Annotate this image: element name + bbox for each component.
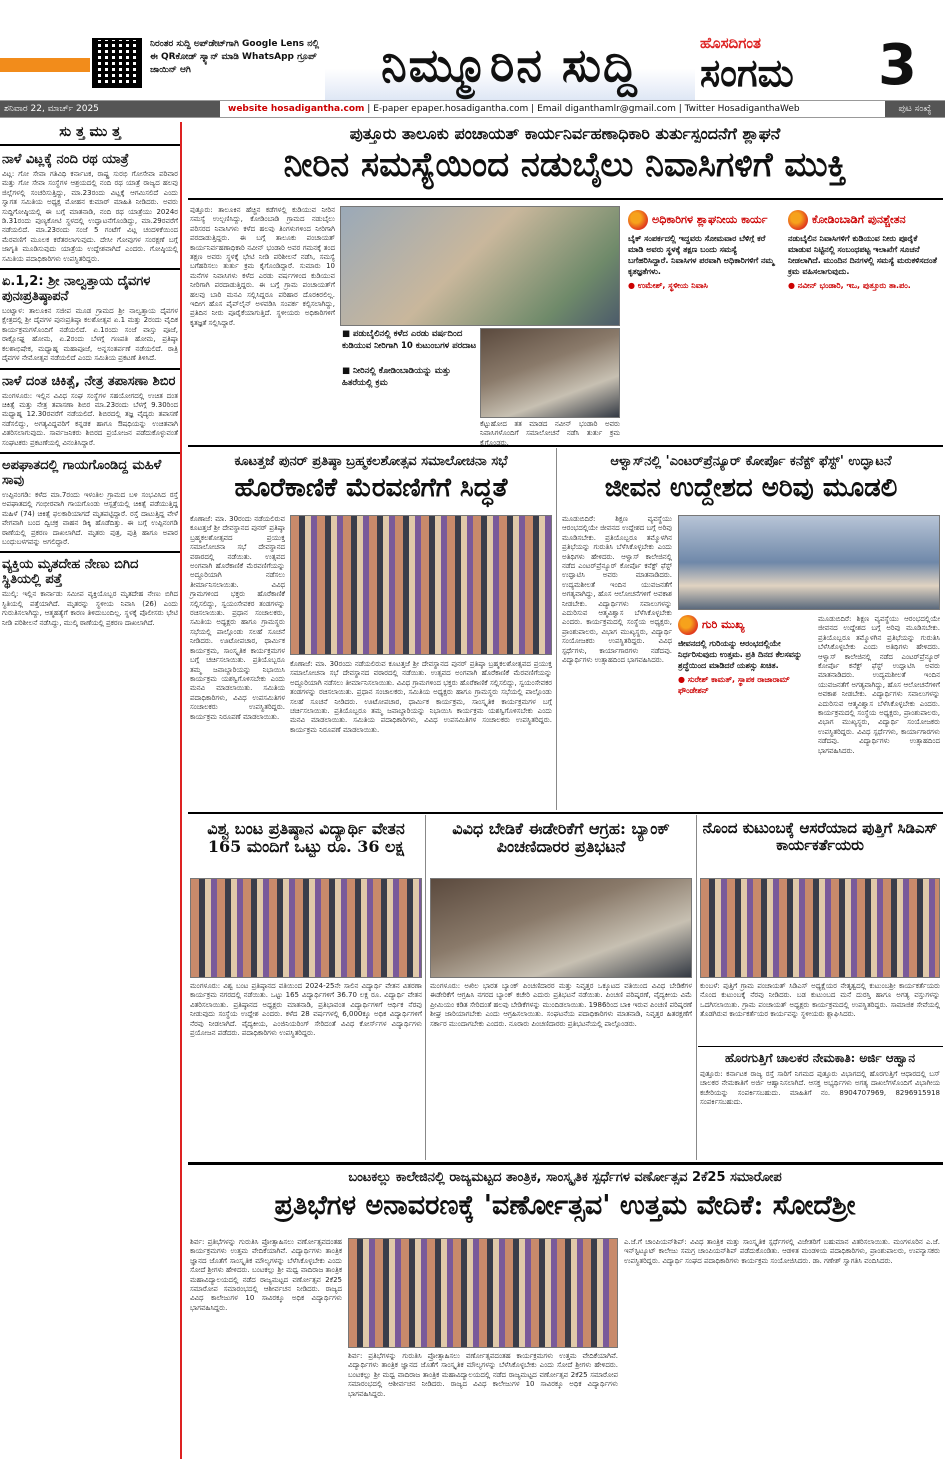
- column-divider: [696, 815, 697, 1160]
- divider: [188, 812, 943, 814]
- contact-links: website hosadigantha.com | E-paper epaper.hosadigantha.com | Email diganthamlr@gmail.com | Twitter HosadiganthaWeb: [228, 104, 800, 114]
- protest-photo: [430, 878, 692, 978]
- quote-blob-icon: [628, 210, 648, 230]
- quote-byline: ● ನವೀನ್ ಭಂಡಾರಿ, ಇಒ, ಪುತ್ತೂರು ತಾ.ಪಂ.: [788, 281, 911, 290]
- qr-code-icon[interactable]: [92, 38, 142, 88]
- quote-box-3: [678, 615, 813, 696]
- email-link[interactable]: Email diganthamlr@gmail.com: [537, 104, 676, 114]
- story8-body-left: ಶಿರ್ವ: ಪ್ರತಿಭೆಗಳನ್ನು ಗುರುತಿಸಿ ಪ್ರೋತ್ಸಾಹಿಸಲು ವರ್ಣೋತ್ಸವದಂತಹ ಕಾರ್ಯಕ್ರಮಗಳು ಉತ್ತಮ ವೇದಿಕೆಯಾಗಿವೆ. ವಿದ್ಯಾರ್ಥಿಗಳು ತಾಂತ್ರಿಕ ಜ್ಞಾನದ ಜೊತೆಗೆ ಸಾಂಸ್ಕೃತಿಕ ಮೌಲ್ಯಗಳನ್ನು ಬೆಳೆಸಿಕೊಳ್ಳಬೇಕು ಎಂದು ಸೋದೆ ಶ್ರೀಗಳು ಹೇಳಿದರು. ಬಂಟಕಲ್ಲು ಶ್ರೀ ಮಧ್ವ ವಾದಿರಾಜ ತಾಂತ್ರಿಕ ಮಹಾವಿದ್ಯಾಲಯದಲ್ಲಿ ನಡೆದ ರಾಜ್ಯಮಟ್ಟದ ವರ್ಣೋತ್ಸವ 2ಕೆ25 ಸಮಾರೋಪ ಸಮಾರಂಭದಲ್ಲಿ ಆಶೀರ್ವಚನ ನೀಡಿದರು. ರಾಜ್ಯದ ವಿವಿಧ ಕಾಲೇಜುಗಳ 10 ಸಾವಿರಕ್ಕೂ ಅಧಿಕ ವಿದ್ಯಾರ್ಥಿಗಳು ಭಾಗವಹಿಸಿದ್ದರು.: [190, 1238, 342, 1312]
- story4-body: ಮಂಗಳೂರು: ವಿಶ್ವ ಬಂಟ ಪ್ರತಿಷ್ಠಾನದ ವತಿಯಿಂದ 2024-25ನೇ ಸಾಲಿನ ವಿದ್ಯಾರ್ಥಿ ವೇತನ ವಿತರಣಾ ಕಾರ್ಯಕ್ರಮ ನಗರದಲ್ಲಿ ನಡೆಯಿತು. ಒಟ್ಟು 165 ವಿದ್ಯಾರ್ಥಿಗಳಿಗೆ 36.70 ಲಕ್ಷ ರೂ. ವಿದ್ಯಾರ್ಥಿ ವೇತನ ವಿತರಿಸಲಾಯಿತು. ಪ್ರತಿಷ್ಠಾನದ ಅಧ್ಯಕ್ಷರು ಮಾತನಾಡಿ, ಪ್ರತಿಭಾವಂತ ವಿದ್ಯಾರ್ಥಿಗಳಿಗೆ ಆರ್ಥಿಕ ನೆರವು ನೀಡುವುದು ಸಂಸ್ಥೆಯ ಉದ್ದೇಶ ಎಂದರು. ಕಳೆದ 28 ವರ್ಷಗಳಲ್ಲಿ 6,000ಕ್ಕೂ ಅಧಿಕ ವಿದ್ಯಾರ್ಥಿಗಳಿಗೆ ನೆರವು ನೀಡಲಾಗಿದೆ. ವೈದ್ಯಕೀಯ, ಎಂಜಿನಿಯರಿಂಗ್ ಸೇರಿದಂತೆ ವಿವಿಧ ಕೋರ್ಸ್‌ಗಳ ವಿದ್ಯಾರ್ಥಿಗಳು ಪ್ರಯೋಜನ ಪಡೆದರು. ಪದಾಧಿಕಾರಿಗಳು ಉಪಸ್ಥಿತರಿದ್ದರು.: [190, 982, 422, 1038]
- story2-body-col1: ಕೊಣಾಜೆ: ಮಾ. 30ರಂದು ನಡೆಯಲಿರುವ ಕೂಟತ್ತಜೆ ಶ್ರೀ ದೇವಸ್ಥಾನದ ಪುನರ್ ಪ್ರತಿಷ್ಠಾ ಬ್ರಹ್ಮಕಲಶೋತ್ಸವದ ಪ್ರಯುಕ್ತ ಸಮಾಲೋಚನಾ ಸಭೆ ದೇವಸ್ಥಾನದ ವಠಾರದಲ್ಲಿ ನಡೆಯಿತು. ಉತ್ಸವದ ಅಂಗವಾಗಿ ಹೊರೆಕಾಣಿಕೆ ಮೆರವಣಿಗೆಯನ್ನು ಅದ್ದೂರಿಯಾಗಿ ನಡೆಸಲು ತೀರ್ಮಾನಿಸಲಾಯಿತು. ವಿವಿಧ ಗ್ರಾಮಗಳಿಂದ ಭಕ್ತರು ಹೊರೆಕಾಣಿಕೆ ಸಲ್ಲಿಸಲಿದ್ದು, ಸ್ವಯಂಸೇವಕರ ತಂಡಗಳನ್ನು ರಚಿಸಲಾಯಿತು. ಪ್ರಧಾನ ಸಂಚಾಲಕರು, ಸಮಿತಿಯ ಅಧ್ಯಕ್ಷರು ಹಾಗೂ ಗ್ರಾಮಸ್ಥರು ಸಭೆಯಲ್ಲಿ ಪಾಲ್ಗೊಂಡು ಸಲಹೆ ಸೂಚನೆ ನೀಡಿದರು. ಊಟೋಪಚಾರ, ಧಾರ್ಮಿಕ ಕಾರ್ಯಕ್ರಮ, ಸಾಂಸ್ಕೃತಿಕ ಕಾರ್ಯಕ್ರಮಗಳ ಬಗ್ಗೆ ಚರ್ಚಿಸಲಾಯಿತು. ಪ್ರತಿಯೊಬ್ಬರೂ ತಮ್ಮ ಜವಾಬ್ದಾರಿಯನ್ನು ನಿಭಾಯಿಸಿ ಕಾರ್ಯಕ್ರಮ ಯಶಸ್ವಿಗೊಳಿಸಬೇಕು ಎಂದು ಮನವಿ ಮಾಡಲಾಯಿತು. ಸಮಿತಿಯ ಪದಾಧಿಕಾರಿಗಳು, ವಿವಿಧ ಉಪಸಮಿತಿಗಳ ಸಂಚಾಲಕರು ಉಪಸ್ಥಿತರಿದ್ದರು. ಕಾರ್ಯಕ್ರಮ ನಿರೂಪಣೆ ಮಾಡಲಾಯಿತು.: [190, 515, 285, 721]
- photo-note: ಕೆಟ್ಟುಹೋದ ತತ ಮಾಡದ ನವೀನ್ ಭಂಡಾರಿ ಅವರು ನಿವಾಸಿಗಳೊಂದಿಗೆ ಸಮಾಲೋಚನೆ ನಡೆಸಿ ತುರ್ತು ಕ್ರಮ ಕೈಗೊಂಡರು.: [480, 420, 620, 447]
- quote-title: ಕೋಡಿಂಬಾಡಿಗೆ ಪುನಶ್ಚೇತನ: [788, 210, 938, 230]
- column-brand: ಸು ತ್ತ ಮು ತ್ತ: [0, 124, 180, 146]
- divider: [188, 445, 943, 447]
- quote-box-1: [628, 210, 778, 291]
- story5-body: ಮಂಗಳೂರು: ಅಖಿಲ ಭಾರತ ಬ್ಯಾಂಕ್ ಪಿಂಚಣಿದಾರರ ಮತ್ತು ನಿವೃತ್ತರ ಒಕ್ಕೂಟದ ವತಿಯಿಂದ ವಿವಿಧ ಬೇಡಿಕೆಗಳ ಈಡೇರಿಕೆಗೆ ಆಗ್ರಹಿಸಿ ನಗರದ ಬ್ಯಾಂಕ್ ಕಚೇರಿ ಎದುರು ಪ್ರತಿಭಟನೆ ನಡೆಯಿತು. ಪಿಂಚಣಿ ಪರಿಷ್ಕರಣೆ, ವೈದ್ಯಕೀಯ ವಿಮೆ ಪ್ರೀಮಿಯಂ ಕಡಿತ ಸೇರಿದಂತೆ ಹಲವು ಬೇಡಿಕೆಗಳನ್ನು ಮುಂದಿಡಲಾಯಿತು. 1986ರಿಂದ ಬಾಕಿ ಇರುವ ಪಿಂಚಣಿ ಪರಿಷ್ಕರಣೆ ಶೀಘ್ರ ಜಾರಿಯಾಗಬೇಕು ಎಂದು ಆಗ್ರಹಿಸಲಾಯಿತು. ಸಂಘಟನೆಯ ಪದಾಧಿಕಾರಿಗಳು ಮಾತನಾಡಿ, ನಿವೃತ್ತರ ಹಿತರಕ್ಷಣೆಗೆ ಸರ್ಕಾರ ಮುಂದಾಗಬೇಕು ಎಂದರು. ನೂರಾರು ಪಿಂಚಣಿದಾರರು ಪ್ರತಿಭಟನೆಯಲ್ಲಿ ಪಾಲ್ಗೊಂಡರು.: [430, 982, 692, 1028]
- water-issue-photo: [340, 206, 620, 326]
- brief-headline[interactable]: ಅಪಘಾತದಲ್ಲಿ ಗಾಯಗೊಂಡಿದ್ದ ಮಹಿಳೆ ಸಾವು: [2, 457, 162, 488]
- brief-headline[interactable]: ನಾಳೆ ದಂತ ಚಿಕಿತ್ಸೆ, ನೇತ್ರ ತಪಾಸಣಾ ಶಿಬಿರ: [2, 373, 176, 389]
- story2-body-col2: ಕೊಣಾಜೆ: ಮಾ. 30ರಂದು ನಡೆಯಲಿರುವ ಕೂಟತ್ತಜೆ ಶ್ರೀ ದೇವಸ್ಥಾನದ ಪುನರ್ ಪ್ರತಿಷ್ಠಾ ಬ್ರಹ್ಮಕಲಶೋತ್ಸವದ ಪ್ರಯುಕ್ತ ಸಮಾಲೋಚನಾ ಸಭೆ ದೇವಸ್ಥಾನದ ವಠಾರದಲ್ಲಿ ನಡೆಯಿತು. ಉತ್ಸವದ ಅಂಗವಾಗಿ ಹೊರೆಕಾಣಿಕೆ ಮೆರವಣಿಗೆಯನ್ನು ಅದ್ದೂರಿಯಾಗಿ ನಡೆಸಲು ತೀರ್ಮಾನಿಸಲಾಯಿತು. ವಿವಿಧ ಗ್ರಾಮಗಳಿಂದ ಭಕ್ತರು ಹೊರೆಕಾಣಿಕೆ ಸಲ್ಲಿಸಲಿದ್ದು, ಸ್ವಯಂಸೇವಕರ ತಂಡಗಳನ್ನು ರಚಿಸಲಾಯಿತು. ಪ್ರಧಾನ ಸಂಚಾಲಕರು, ಸಮಿತಿಯ ಅಧ್ಯಕ್ಷರು ಹಾಗೂ ಗ್ರಾಮಸ್ಥರು ಸಭೆಯಲ್ಲಿ ಪಾಲ್ಗೊಂಡು ಸಲಹೆ ಸೂಚನೆ ನೀಡಿದರು. ಊಟೋಪಚಾರ, ಧಾರ್ಮಿಕ ಕಾರ್ಯಕ್ರಮ, ಸಾಂಸ್ಕೃತಿಕ ಕಾರ್ಯಕ್ರಮಗಳ ಬಗ್ಗೆ ಚರ್ಚಿಸಲಾಯಿತು. ಪ್ರತಿಯೊಬ್ಬರೂ ತಮ್ಮ ಜವಾಬ್ದಾರಿಯನ್ನು ನಿಭಾಯಿಸಿ ಕಾರ್ಯಕ್ರಮ ಯಶಸ್ವಿಗೊಳಿಸಬೇಕು ಎಂದು ಮನವಿ ಮಾಡಲಾಯಿತು. ಸಮಿತಿಯ ಪದಾಧಿಕಾರಿಗಳು, ವಿವಿಧ ಉಪಸಮಿತಿಗಳ ಸಂಚಾಲಕರು ಉಪಸ್ಥಿತರಿದ್ದರು. ಕಾರ್ಯಕ್ರಮ ನಿರೂಪಣೆ ಮಾಡಲಾಯಿತು.: [290, 660, 552, 734]
- divider: [0, 368, 180, 370]
- photo-caption: ■ ನೀರಿನಲ್ಲಿ ಕೋಡಿಂಬಾಡಿಯನ್ನು ಮತ್ತು ಹಿತರೆಯಲ್ಲಿ ಕ್ರಮ: [342, 366, 451, 388]
- column-divider: [425, 815, 426, 1160]
- brief-headline[interactable]: ನಾಳೆ ವಿಟ್ಲಕ್ಕೆ ನಂದಿ ರಥ ಯಾತ್ರೆ: [2, 152, 129, 167]
- brief-body: ಮುಲ್ಕಿ: ಇಲ್ಲಿನ ಕಾರ್ನಾಡು ಸಮೀಪ ವ್ಯಕ್ತಿಯೊಬ್ಬರ ಮೃತದೇಹ ನೇಣು ಬಿಗಿದ ಸ್ಥಿತಿಯಲ್ಲಿ ಪತ್ತೆಯಾಗಿದೆ. ಮೃತರನ್ನು ಸ್ಥಳೀಯ ನಿವಾಸಿ (26) ಎಂದು ಗುರುತಿಸಲಾಗಿದ್ದು, ಆತ್ಮಹತ್ಯೆಗೆ ಕಾರಣ ತಿಳಿದುಬಂದಿಲ್ಲ. ಸ್ಥಳಕ್ಕೆ ಪೊಲೀಸರು ಭೇಟಿ ನೀಡಿ ಪರಿಶೀಲನೆ ನಡೆಸಿದ್ದು, ಮುಲ್ಕಿ ಠಾಣೆಯಲ್ಲಿ ಪ್ರಕರಣ ದಾಖಲಾಗಿದೆ.: [2, 590, 178, 627]
- quote-body: ಜೀವನದಲ್ಲಿ ಗುರಿಯನ್ನು ಆರಂಭದಲ್ಲಿಯೇ ನಿರ್ಧರಿಸುವುದು ಉತ್ತಮ. ಪ್ರತಿ ದಿನದ ಕೆಲಸವನ್ನು ಶ್ರದ್ಧೆಯಿಂದ ಮಾಡಿದರೆ ಯಶಸ್ಸು ಖಚಿತ.: [678, 639, 802, 670]
- quote-blob-icon: [678, 615, 698, 635]
- website-link[interactable]: website hosadigantha.com: [228, 104, 365, 114]
- story8-body-mid: ಶಿರ್ವ: ಪ್ರತಿಭೆಗಳನ್ನು ಗುರುತಿಸಿ ಪ್ರೋತ್ಸಾಹಿಸಲು ವರ್ಣೋತ್ಸವದಂತಹ ಕಾರ್ಯಕ್ರಮಗಳು ಉತ್ತಮ ವೇದಿಕೆಯಾಗಿವೆ. ವಿದ್ಯಾರ್ಥಿಗಳು ತಾಂತ್ರಿಕ ಜ್ಞಾನದ ಜೊತೆಗೆ ಸಾಂಸ್ಕೃತಿಕ ಮೌಲ್ಯಗಳನ್ನು ಬೆಳೆಸಿಕೊಳ್ಳಬೇಕು ಎಂದು ಸೋದೆ ಶ್ರೀಗಳು ಹೇಳಿದರು. ಬಂಟಕಲ್ಲು ಶ್ರೀ ಮಧ್ವ ವಾದಿರಾಜ ತಾಂತ್ರಿಕ ಮಹಾವಿದ್ಯಾಲಯದಲ್ಲಿ ನಡೆದ ರಾಜ್ಯಮಟ್ಟದ ವರ್ಣೋತ್ಸವ 2ಕೆ25 ಸಮಾರೋಪ ಸಮಾರಂಭದಲ್ಲಿ ಆಶೀರ್ವಚನ ನೀಡಿದರು. ರಾಜ್ಯದ ವಿವಿಧ ಕಾಲೇಜುಗಳ 10 ಸಾವಿರಕ್ಕೂ ಅಧಿಕ ವಿದ್ಯಾರ್ಥಿಗಳು ಭಾಗವಹಿಸಿದ್ದರು.: [348, 1352, 618, 1398]
- top-story-headline[interactable]: ನೀರಿನ ಸಮಸ್ಯೆಯಿಂದ ನಡುಬೈಲು ನಿವಾಸಿಗಳಿಗೆ ಮುಕ್ತಿ: [283, 145, 847, 185]
- qr-instructions: ನಿರಂತರ ಸುದ್ದಿ ಅಪ್‌ಡೇಟ್‌ಗಾಗಿ Google Lens ನಲ್ಲಿ ಈ QRಕೋಡ್ ಸ್ಕ್ಯಾನ್ ಮಾಡಿ WhatsApp ಗ್ರೂಪ್ ಜಾಯಿನ್ ಆಗಿ: [150, 39, 320, 75]
- brief-body: ವಿಟ್ಲ: ಗೋ ಸೇವಾ ಗತಿವಿಧಿ ಕರ್ನಾಟಕ, ರಾಷ್ಟ್ರ ಸುರಭಿ ಗೋಸೇವಾ ಪರಿವಾರ ಮತ್ತು ಗೋ ಸೇವಾ ಸಂಸ್ಥೆಗಳ ಆಶ್ರಯದಲ್ಲಿ ನಂದಿ ರಥ ಯಾತ್ರೆ ರಾಜ್ಯದ ಹಲವು ಜಿಲ್ಲೆಗಳಲ್ಲಿ ಸಂಚರಿಸುತ್ತಿದ್ದು, ಮಾ.23ರಂದು ವಿಟ್ಲಕ್ಕೆ ಆಗಮಿಸಲಿದೆ ಎಂದು ಸ್ವಾಗತ ಸಮಿತಿಯ ಅಧ್ಯಕ್ಷ ಮೋಹನ ಕುಮಾರ್ ಮಾಹಿತಿ ನೀಡಿದರು. ಅವರು ಸುದ್ದಿಗೋಷ್ಠಿಯಲ್ಲಿ ಈ ಬಗ್ಗೆ ಮಾತನಾಡಿ, ನಂದಿ ರಥ ಯಾತ್ರೆಯು 2024ರ ಡಿ.31ರಂದು ಪುಣ್ಯಕೋಟಿ ಸ್ಥಳದಲ್ಲಿ ಉದ್ಘಾಟನೆಗೊಂಡಿದ್ದು, ಮಾ.29ರವರೆಗೆ ನಡೆಯಲಿದೆ. ಮಾ.23ರಂದು ಸಂಜೆ 5 ಗಂಟೆಗೆ ವಿಟ್ಲ ಚಂದಳಿಕೆಯಿಂದ ಮೆರವಣಿಗೆ ಮೂಲಕ ಕರೆತರಲಾಗುವುದು. ದೇಸೀ ಗೋವುಗಳ ಸಂರಕ್ಷಣೆ ಬಗ್ಗೆ ಜಾಗೃತಿ ಮೂಡಿಸುವುದು ಯಾತ್ರೆಯ ಉದ್ದೇಶವಾಗಿದೆ ಎಂದರು. ಗೋಷ್ಠಿಯಲ್ಲಿ ಸಮಿತಿಯ ಪದಾಧಿಕಾರಿಗಳು ಉಪಸ್ಥಿತರಿದ್ದರು.: [2, 170, 178, 263]
- brand-name: ಸಂಗಮ: [700, 50, 794, 95]
- top-story-body-1: ಪುತ್ತೂರು: ತಾಲೂಕಿನ ಹೆಚ್ಚಿನ ಕಡೆಗಳಲ್ಲಿ ಕುಡಿಯುವ ನೀರಿನ ಸಮಸ್ಯೆ ಉಲ್ಬಣಿಸಿದ್ದು, ಕೋಡಿಂಬಾಡಿ ಗ್ರಾಮದ ನಡುಬೈಲು ಪರಿಸರದ ನಿವಾಸಿಗಳು ಕಳೆದ ಹಲವು ತಿಂಗಳುಗಳಿಂದ ನೀರಿಗಾಗಿ ಪರದಾಡುತ್ತಿದ್ದರು. ಈ ಬಗ್ಗೆ ತಾಲೂಕು ಪಂಚಾಯತ್ ಕಾರ್ಯನಿರ್ವಹಣಾಧಿಕಾರಿ ನವೀನ್ ಭಂಡಾರಿ ಅವರ ಗಮನಕ್ಕೆ ತಂದ ತಕ್ಷಣ ಅವರು ಸ್ಥಳಕ್ಕೆ ಭೇಟಿ ನೀಡಿ ಪರಿಶೀಲನೆ ನಡೆಸಿ, ಸಮಸ್ಯೆ ಬಗೆಹರಿಸಲು ತುರ್ತು ಕ್ರಮ ಕೈಗೊಂಡಿದ್ದಾರೆ. ಸುಮಾರು 10 ಮನೆಗಳ ನಿವಾಸಿಗಳು ಕಳೆದ ಎರಡು ವರ್ಷಗಳಿಂದ ಕುಡಿಯುವ ನೀರಿಗಾಗಿ ಪರದಾಡುತ್ತಿದ್ದರು. ಈ ಬಗ್ಗೆ ಗ್ರಾಮ ಪಂಚಾಯತ್‌ಗೆ ಹಲವು ಬಾರಿ ಮನವಿ ಸಲ್ಲಿಸಿದ್ದರೂ ಪರಿಹಾರ ದೊರಕಿರಲಿಲ್ಲ. ಇದೀಗ ಹೊಸ ಪೈಪ್‌ಲೈನ್ ಅಳವಡಿಸಿ ಸಂಪರ್ಕ ಕಲ್ಪಿಸಲಾಗಿದ್ದು, ಪ್ರತಿದಿನ ನೀರು ಪೂರೈಕೆಯಾಗುತ್ತಿದೆ. ಸ್ಥಳೀಯರು ಅಧಿಕಾರಿಗಳಿಗೆ ಕೃತಜ್ಞತೆ ಸಲ್ಲಿಸಿದ್ದಾರೆ.: [190, 206, 335, 327]
- left-brief-column: [0, 122, 182, 1459]
- quote-body: ನಡುಬೈಲಿನ ನಿವಾಸಿಗಳಿಗೆ ಕುಡಿಯುವ ನೀರು ಪೂರೈಕೆ ಮಾಡುವ ನಿಟ್ಟಿನಲ್ಲಿ ಸಂಬಂಧಪಟ್ಟ ಇಲಾಖೆಗೆ ಸೂಚನೆ ನೀಡಲಾಗಿದೆ. ಮುಂದಿನ ದಿನಗಳಲ್ಲಿ ಸಮಸ್ಯೆ ಮರುಕಳಿಸದಂತೆ ಕ್ರಮ ವಹಿಸಲಾಗುವುದು.: [788, 234, 937, 276]
- quote-byline: ● ಸುರೇಶ್ ಕಾಮತ್, ಸ್ಥಾಪಕ ರಾಜಾರಾಮ್ ಫೌಂಡೇಶನ್: [678, 675, 790, 695]
- brand-logo-text: ಹೊಸದಿಗಂತ: [700, 34, 761, 52]
- brief-body: ಮಂಗಳೂರು: ಇಲ್ಲಿನ ವಿವಿಧ ಸಂಘ ಸಂಸ್ಥೆಗಳ ಸಹಯೋಗದಲ್ಲಿ ಉಚಿತ ದಂತ ಚಿಕಿತ್ಸೆ ಮತ್ತು ನೇತ್ರ ತಪಾಸಣಾ ಶಿಬಿರ ಮಾ.23ರಂದು ಬೆಳಗ್ಗೆ 9.30ರಿಂದ ಮಧ್ಯಾಹ್ನ 12.30ರವರೆಗೆ ನಡೆಯಲಿದೆ. ಶಿಬಿರದಲ್ಲಿ ತಜ್ಞ ವೈದ್ಯರು ತಪಾಸಣೆ ನಡೆಸಲಿದ್ದು, ಅಗತ್ಯವಿದ್ದವರಿಗೆ ಕನ್ನಡಕ ಹಾಗೂ ಔಷಧಿಯನ್ನು ಉಚಿತವಾಗಿ ವಿತರಿಸಲಾಗುವುದು. ಸಾರ್ವಜನಿಕರು ಶಿಬಿರದ ಪ್ರಯೋಜನ ಪಡೆದುಕೊಳ್ಳುವಂತೆ ಸಂಘಟಕರು ಪ್ರಕಟಣೆಯಲ್ಲಿ ವಿನಂತಿಸಿದ್ದಾರೆ.: [2, 391, 178, 447]
- brief-body: ಉಪ್ಪಿನಂಗಡಿ: ಕಳೆದ ಮಾ.7ರಂದು ಇಳಂತಿಲ ಗ್ರಾಮದ ಬಳಿ ಸಂಭವಿಸಿದ ರಸ್ತೆ ಅಪಘಾತದಲ್ಲಿ ಗಂಭೀರವಾಗಿ ಗಾಯಗೊಂಡು ಆಸ್ಪತ್ರೆಯಲ್ಲಿ ಚಿಕಿತ್ಸೆ ಪಡೆಯುತ್ತಿದ್ದ ಮಹಿಳೆ (74) ಚಿಕಿತ್ಸೆ ಫಲಕಾರಿಯಾಗದೆ ಮೃತಪಟ್ಟಿದ್ದಾರೆ. ರಸ್ತೆ ದಾಟುತ್ತಿದ್ದ ವೇಳೆ ವೇಗವಾಗಿ ಬಂದ ದ್ವಿಚಕ್ರ ವಾಹನ ಡಿಕ್ಕಿ ಹೊಡೆದಿತ್ತು. ಈ ಬಗ್ಗೆ ಉಪ್ಪಿನಂಗಡಿ ಠಾಣೆಯಲ್ಲಿ ಪ್ರಕರಣ ದಾಖಲಾಗಿದೆ. ಮೃತರು ಪುತ್ರ, ಪುತ್ರಿ ಹಾಗೂ ಅಪಾರ ಬಂಧುಬಳಗವನ್ನು ಅಗಲಿದ್ದಾರೆ.: [2, 490, 178, 546]
- divider: [0, 551, 180, 553]
- story3-headline[interactable]: ಜೀವನ ಉದ್ದೇಶದ ಅರಿವು ಮೂಡಲಿ: [604, 473, 898, 503]
- pipeline-photo: [480, 328, 620, 418]
- column-divider: [556, 448, 557, 810]
- brief-headline[interactable]: ವ್ಯಕ್ತಿಯ ಮೃತದೇಹ ನೇಣು ಬಿಗಿದ ಸ್ಥಿತಿಯಲ್ಲಿ ಪತ್ತೆ: [2, 557, 139, 588]
- story4-headline[interactable]: ವಿಶ್ವ ಬಂಟ ಪ್ರತಿಷ್ಠಾನ ವಿದ್ಯಾರ್ಥಿ ವೇತನ 165 ಮಂದಿಗೆ ಒಟ್ಟು ರೂ. 36 ಲಕ್ಷ: [207, 819, 405, 857]
- varnotsava-photo: [348, 1238, 618, 1348]
- epaper-link[interactable]: E-paper epaper.hosadigantha.com: [373, 104, 529, 114]
- scholarship-photo: [190, 878, 422, 978]
- quote-blob-icon: [788, 210, 808, 230]
- divider: [188, 198, 943, 200]
- cds-photo: [700, 878, 940, 978]
- quote-byline: ● ಉಮೇಶ್, ಸ್ಥಳೀಯ ನಿವಾಸಿ: [628, 281, 708, 290]
- quote-body: ಬೈಕ್ ಸಂಪರ್ಕದಲ್ಲಿ ಇದ್ದವರು ಸೋಮವಾರ ಬೆಳಿಗ್ಗೆ ಕರೆ ಮಾಡಿ ಅವರು ಸ್ಥಳಕ್ಕೆ ತಕ್ಷಣ ಬಂದು ಸಮಸ್ಯೆ ಬಗೆಹರಿಸಿದ್ದಾರೆ. ನಿವಾಸಿಗಳ ಪರವಾಗಿ ಅಧಿಕಾರಿಗಳಿಗೆ ನಮ್ಮ ಕೃತಜ್ಞತೆಗಳು.: [628, 234, 775, 276]
- photo-caption: ■ ಪಡುಬೈಲಿನಲ್ಲಿ ಕಳೆದ ಎರಡು ವರ್ಷದಿಂದ ಕುಡಿಯುವ ನೀರಿಗಾಗಿ 10 ಕುಟುಂಬಗಳ ಪರದಾಟ: [342, 329, 477, 351]
- twitter-link[interactable]: Twitter HosadiganthaWeb: [684, 104, 800, 114]
- quote-title: ಅಧಿಕಾರಿಗಳ ಶ್ಲಾಘನೀಯ ಕಾರ್ಯ: [628, 210, 778, 230]
- story7-body: ಪುತ್ತೂರು: ಕರ್ನಾಟಕ ರಾಜ್ಯ ರಸ್ತೆ ಸಾರಿಗೆ ನಿಗಮದ ಪುತ್ತೂರು ವಿಭಾಗದಲ್ಲಿ ಹೊರಗುತ್ತಿಗೆ ಆಧಾರದಲ್ಲಿ ಬಸ್ ಚಾಲಕರ ನೇಮಕಾತಿಗೆ ಅರ್ಜಿ ಆಹ್ವಾನಿಸಲಾಗಿದೆ. ಆಸಕ್ತ ಅಭ್ಯರ್ಥಿಗಳು ಅಗತ್ಯ ದಾಖಲೆಗಳೊಂದಿಗೆ ವಿಭಾಗೀಯ ಕಚೇರಿಯನ್ನು ಸಂಪರ್ಕಿಸಬಹುದು. ಮಾಹಿತಿಗೆ ನಂ. 8904707969, 8296915918 ಸಂಪರ್ಕಿಸಬಹುದು.: [700, 1070, 940, 1107]
- story3-kicker: ಆಳ್ವಾಸ್‌ನಲ್ಲಿ 'ಎಂಟರ್‌ಪ್ರೆನ್ಯೂರ್ ಕೋರ್ಪೊ ಕನೆಕ್ಟ್ ಫೆಸ್ಟ್' ಉದ್ಘಾಟನೆ: [610, 454, 892, 469]
- divider: [0, 268, 180, 270]
- story2-kicker: ಕೂಟತ್ತಜೆ ಪುನರ್ ಪ್ರತಿಷ್ಠಾ ಬ್ರಹ್ಮಕಲಶೋತ್ಸವ ಸಮಾಲೋಚನಾ ಸಭೆ: [234, 454, 508, 469]
- story7-headline[interactable]: ಹೊರಗುತ್ತಿಗೆ ಚಾಲಕರ ನೇಮಕಾತಿ: ಅರ್ಜಿ ಆಹ್ವಾನ: [724, 1051, 916, 1065]
- top-story-kicker: ಪುತ್ತೂರು ತಾಲೂಕು ಪಂಚಾಯತ್ ಕಾರ್ಯನಿರ್ವಹಣಾಧಿಕಾರಿ ತುರ್ತುಸ್ಪಂದನೆಗೆ ಶ್ಲಾಘನೆ: [349, 124, 781, 143]
- page-number: 3: [878, 33, 917, 98]
- story8-body-right: ಎ.ಜೆ.ಗೆ ಚಾಂಪಿಯನ್‌ಶಿಪ್: ವಿವಿಧ ತಾಂತ್ರಿಕ ಮತ್ತು ಸಾಂಸ್ಕೃತಿಕ ಸ್ಪರ್ಧೆಗಳಲ್ಲಿ ವಿಜೇತರಿಗೆ ಬಹುಮಾನ ವಿತರಿಸಲಾಯಿತು. ಮಂಗಳೂರಿನ ಎ.ಜೆ. ಇನ್‌ಸ್ಟಿಟ್ಯೂಟ್ ಕಾಲೇಜು ಸಮಗ್ರ ಚಾಂಪಿಯನ್‌ಶಿಪ್ ಪಡೆದುಕೊಂಡಿತು. ಆಡಳಿತ ಮಂಡಳಿಯ ಪದಾಧಿಕಾರಿಗಳು, ಪ್ರಾಂಶುಪಾಲರು, ಉಪನ್ಯಾಸಕರು ಉಪಸ್ಥಿತರಿದ್ದರು. ವಿದ್ಯಾರ್ಥಿ ಸಂಘದ ಪದಾಧಿಕಾರಿಗಳು ಕಾರ್ಯಕ್ರಮ ಸಂಯೋಜಿಸಿದರು. ಡಾ. ಗಣೇಶ್ ಸ್ವಾಗತಿಸಿ ವಂದಿಸಿದರು.: [624, 1238, 940, 1265]
- divider: [188, 1162, 943, 1165]
- fest-photo: [678, 515, 940, 610]
- story2-headline[interactable]: ಹೊರೆಕಾಣಿಕೆ ಮೆರವಣಿಗೆಗೆ ಸಿದ್ಧತೆ: [234, 473, 508, 503]
- page-label: ಪುಟ ಸಂಖ್ಯೆ: [885, 101, 945, 117]
- quote-title: ಗುರಿ ಮುಖ್ಯ: [678, 615, 813, 635]
- issue-date: ಶನಿವಾರ 22, ಮಾರ್ಚ್ 2025: [0, 101, 220, 117]
- info-bar: [0, 100, 945, 118]
- section-title: ನಿಮ್ಮೂರಿನ ಸುದ್ದಿ: [325, 30, 695, 100]
- masthead-color-bar: [0, 58, 90, 72]
- story8-kicker: ಬಂಟಕಲ್ಲು ಕಾಲೇಜಿನಲ್ಲಿ ರಾಜ್ಯಮಟ್ಟದ ತಾಂತ್ರಿಕ, ಸಾಂಸ್ಕೃತಿಕ ಸ್ಪರ್ಧೆಗಳ ವರ್ಣೋತ್ಸವ 2ಕೆ25 ಸಮಾರೋಪ: [348, 1170, 782, 1185]
- story5-headline[interactable]: ವಿವಿಧ ಬೇಡಿಕೆ ಈಡೇರಿಕೆಗೆ ಆಗ್ರಹ: ಬ್ಯಾಂಕ್ ಪಿಂಚಣಿದಾರರ ಪ್ರತಿಭಟನೆ: [452, 819, 670, 857]
- brief-body: ಬಂಟ್ವಾಳ: ತಾಲೂಕಿನ ಸಜೀಪ ಮೂಡ ಗ್ರಾಮದ ಶ್ರೀ ನಾಲ್ವತ್ತಾಯ ದೈವಗಳ ಕ್ಷೇತ್ರದಲ್ಲಿ ಶ್ರೀ ದೈವಗಳ ಪುನಃಪ್ರತಿಷ್ಠಾ ಕಲಶೋತ್ಸವ ಏ.1 ಮತ್ತು 2ರಂದು ವೈದಿಕ ಕಾರ್ಯಕ್ರಮಗಳೊಂದಿಗೆ ನಡೆಯಲಿದೆ. ಏ.1ರಂದು ಸಂಜೆ ವಾಸ್ತು ಪೂಜೆ, ರಾಕ್ಷೋಘ್ನ ಹೋಮ, ಏ.2ರಂದು ಬೆಳಗ್ಗೆ ಗಣಪತಿ ಹೋಮ, ಪ್ರತಿಷ್ಠಾ ಕಲಶಾಭಿಷೇಕ, ಮಧ್ಯಾಹ್ನ ಮಹಾಪೂಜೆ, ಅನ್ನಸಂತರ್ಪಣೆ ನಡೆಯಲಿದೆ. ರಾತ್ರಿ ದೈವಗಳ ನೇಮೋತ್ಸವ ನಡೆಯಲಿದೆ ಎಂದು ಸಮಿತಿಯ ಪ್ರಕಟಣೆ ತಿಳಿಸಿದೆ.: [2, 307, 178, 363]
- story6-headline[interactable]: ನೊಂದ ಕುಟುಂಬಕ್ಕೆ ಆಸರೆಯಾದ ಪುತ್ತಿಗೆ ಸಿಡಿಎಸ್ ಕಾರ್ಯಕರ್ತೆಯರು: [702, 819, 938, 855]
- meeting-photo: [290, 515, 552, 655]
- masthead: [0, 0, 945, 100]
- story3-body-col2: ಮೂಡುಬಿದಿರೆ: ಶಿಕ್ಷಣ ವ್ಯವಸ್ಥೆಯು ಆರಂಭದಲ್ಲಿಯೇ ಜೀವನದ ಉದ್ದೇಶದ ಬಗ್ಗೆ ಅರಿವು ಮೂಡಿಸಬೇಕು. ಪ್ರತಿಯೊಬ್ಬರೂ ತಮ್ಮೊಳಗಿನ ಪ್ರತಿಭೆಯನ್ನು ಗುರುತಿಸಿ ಬೆಳೆಸಿಕೊಳ್ಳಬೇಕು ಎಂದು ಅತಿಥಿಗಳು ಹೇಳಿದರು. ಆಳ್ವಾಸ್ ಕಾಲೇಜಿನಲ್ಲಿ ನಡೆದ ಎಂಟರ್‌ಪ್ರೆನ್ಯೂರ್ ಕೋರ್ಪೊ ಕನೆಕ್ಟ್ ಫೆಸ್ಟ್ ಉದ್ಘಾಟಿಸಿ ಅವರು ಮಾತನಾಡಿದರು. ಉದ್ಯಮಶೀಲತೆ ಇಂದಿನ ಯುವಜನತೆಗೆ ಅಗತ್ಯವಾಗಿದ್ದು, ಹೊಸ ಆಲೋಚನೆಗಳಿಗೆ ಅವಕಾಶ ನೀಡಬೇಕು. ವಿದ್ಯಾರ್ಥಿಗಳು ಸವಾಲುಗಳನ್ನು ಎದುರಿಸುವ ಆತ್ಮವಿಶ್ವಾಸ ಬೆಳೆಸಿಕೊಳ್ಳಬೇಕು ಎಂದರು. ಕಾರ್ಯಕ್ರಮದಲ್ಲಿ ಸಂಸ್ಥೆಯ ಅಧ್ಯಕ್ಷರು, ಪ್ರಾಂಶುಪಾಲರು, ವಿಭಾಗ ಮುಖ್ಯಸ್ಥರು, ವಿದ್ಯಾರ್ಥಿ ಸಂಯೋಜಕರು ಉಪಸ್ಥಿತರಿದ್ದರು. ವಿವಿಧ ಸ್ಪರ್ಧೆಗಳು, ಕಾರ್ಯಾಗಾರಗಳು ನಡೆದವು. ವಿದ್ಯಾರ್ಥಿಗಳು ಉತ್ಸಾಹದಿಂದ ಭಾಗವಹಿಸಿದರು.: [818, 615, 940, 755]
- story8-headline[interactable]: ಪ್ರತಿಭೆಗಳ ಅನಾವರಣಕ್ಕೆ 'ವರ್ಣೋತ್ಸವ' ಉತ್ತಮ ವೇದಿಕೆ: ಸೋದೆಶ್ರೀ: [274, 1190, 856, 1221]
- story3-body-col1: ಮೂಡುಬಿದಿರೆ: ಶಿಕ್ಷಣ ವ್ಯವಸ್ಥೆಯು ಆರಂಭದಲ್ಲಿಯೇ ಜೀವನದ ಉದ್ದೇಶದ ಬಗ್ಗೆ ಅರಿವು ಮೂಡಿಸಬೇಕು. ಪ್ರತಿಯೊಬ್ಬರೂ ತಮ್ಮೊಳಗಿನ ಪ್ರತಿಭೆಯನ್ನು ಗುರುತಿಸಿ ಬೆಳೆಸಿಕೊಳ್ಳಬೇಕು ಎಂದು ಅತಿಥಿಗಳು ಹೇಳಿದರು. ಆಳ್ವಾಸ್ ಕಾಲೇಜಿನಲ್ಲಿ ನಡೆದ ಎಂಟರ್‌ಪ್ರೆನ್ಯೂರ್ ಕೋರ್ಪೊ ಕನೆಕ್ಟ್ ಫೆಸ್ಟ್ ಉದ್ಘಾಟಿಸಿ ಅವರು ಮಾತನಾಡಿದರು. ಉದ್ಯಮಶೀಲತೆ ಇಂದಿನ ಯುವಜನತೆಗೆ ಅಗತ್ಯವಾಗಿದ್ದು, ಹೊಸ ಆಲೋಚನೆಗಳಿಗೆ ಅವಕಾಶ ನೀಡಬೇಕು. ವಿದ್ಯಾರ್ಥಿಗಳು ಸವಾಲುಗಳನ್ನು ಎದುರಿಸುವ ಆತ್ಮವಿಶ್ವಾಸ ಬೆಳೆಸಿಕೊಳ್ಳಬೇಕು ಎಂದರು. ಕಾರ್ಯಕ್ರಮದಲ್ಲಿ ಸಂಸ್ಥೆಯ ಅಧ್ಯಕ್ಷರು, ಪ್ರಾಂಶುಪಾಲರು, ವಿಭಾಗ ಮುಖ್ಯಸ್ಥರು, ವಿದ್ಯಾರ್ಥಿ ಸಂಯೋಜಕರು ಉಪಸ್ಥಿತರಿದ್ದರು. ವಿವಿಧ ಸ್ಪರ್ಧೆಗಳು, ಕಾರ್ಯಾಗಾರಗಳು ನಡೆದವು. ವಿದ್ಯಾರ್ಥಿಗಳು ಉತ್ಸಾಹದಿಂದ ಭಾಗವಹಿಸಿದರು.: [562, 515, 672, 665]
- brief-headline[interactable]: ಏ.1,2: ಶ್ರೀ ನಾಲ್ವತ್ತಾಯ ದೈವಗಳ ಪುನಃಪ್ರತಿಷ್ಠಾಪನೆ: [2, 274, 151, 305]
- story6-body: ಕುಂಬಳೆ: ಪುತ್ತಿಗೆ ಗ್ರಾಮ ಪಂಚಾಯತ್ ಸಿಡಿಎಸ್ ಅಧ್ಯಕ್ಷೆಯರ ನೇತೃತ್ವದಲ್ಲಿ ಕುಟುಂಬಶ್ರೀ ಕಾರ್ಯಕರ್ತೆಯರು ನೊಂದ ಕುಟುಂಬಕ್ಕೆ ನೆರವು ನೀಡಿದರು. ಬಡ ಕುಟುಂಬದ ಮನೆ ದುರಸ್ತಿ ಹಾಗೂ ಅಗತ್ಯ ವಸ್ತುಗಳನ್ನು ಒದಗಿಸಲಾಯಿತು. ಗ್ರಾಮ ಪಂಚಾಯತ್ ಅಧ್ಯಕ್ಷರು ಕಾರ್ಯಕ್ರಮದಲ್ಲಿ ಉಪಸ್ಥಿತರಿದ್ದರು. ಸಾಮಾಜಿಕ ಸೇವೆಯಲ್ಲಿ ತೊಡಗಿರುವ ಕಾರ್ಯಕರ್ತೆಯರ ಕಾರ್ಯವನ್ನು ಸ್ಥಳೀಯರು ಶ್ಲಾಘಿಸಿದರು.: [700, 982, 940, 1019]
- quote-box-2: [788, 210, 938, 291]
- divider: [0, 452, 180, 454]
- divider: [698, 1046, 943, 1047]
